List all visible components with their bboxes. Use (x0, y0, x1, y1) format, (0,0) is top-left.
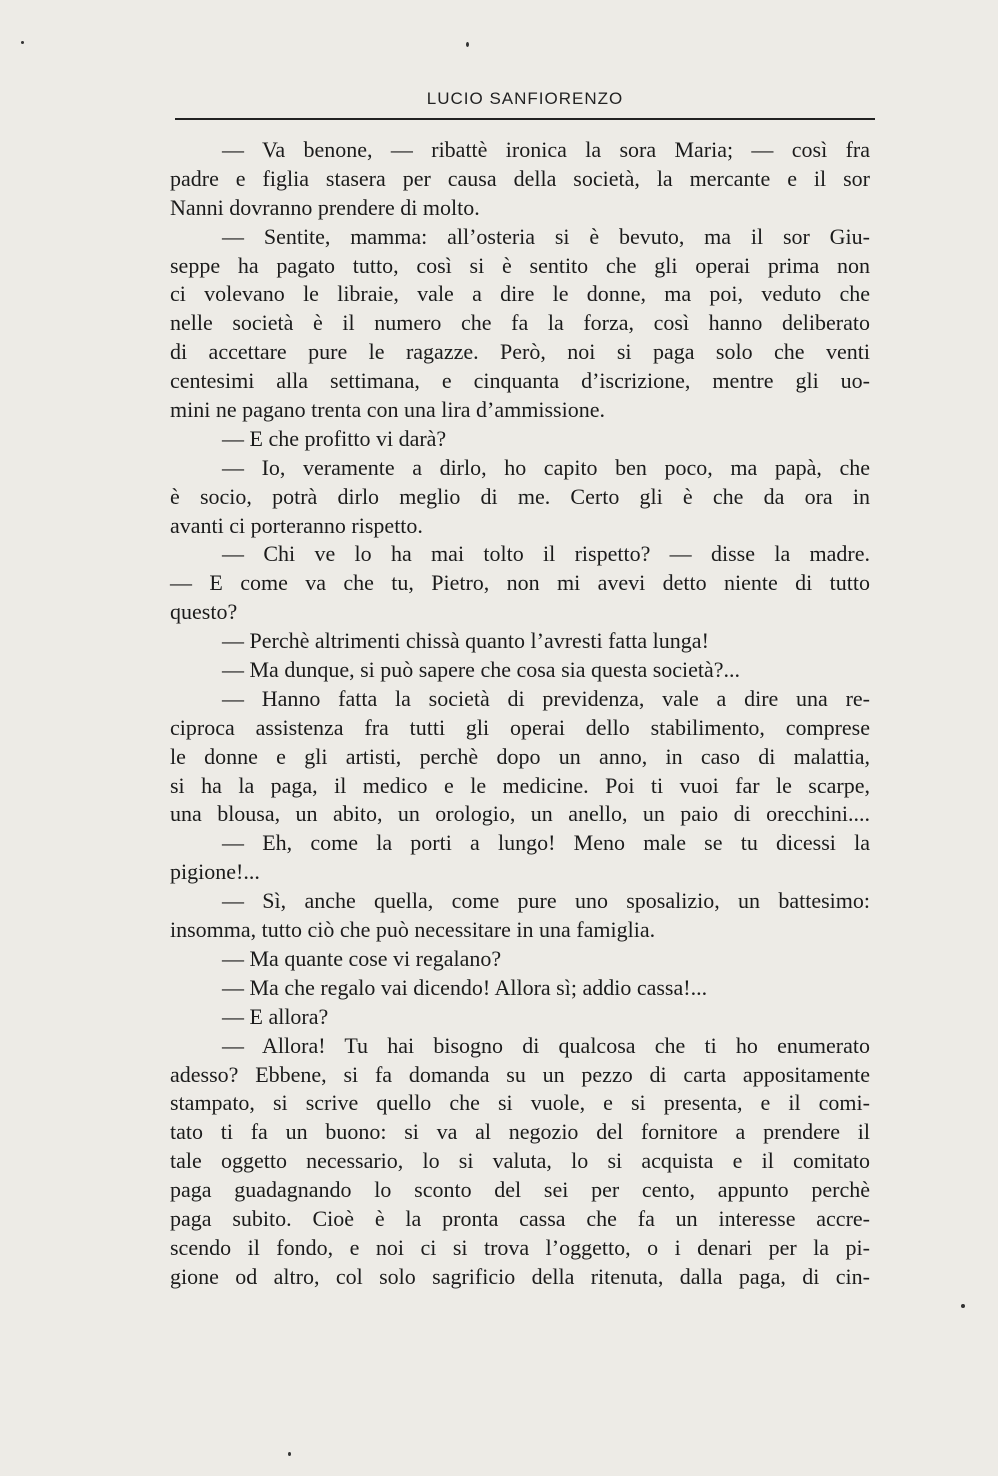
text-line: stampato, si scrive quello che si vuole, e si presenta, e il comi- (170, 1090, 870, 1116)
text-line: nelle società è il numero che fa la forza, così hanno deliberato (170, 310, 870, 336)
text-line: — E che profitto vi darà? (222, 425, 447, 451)
header-rule (175, 118, 875, 120)
text-line: — Perchè altrimenti chissà quanto l’avresti fatta lunga! (222, 628, 709, 654)
text-line: — Sentite, mamma: all’osteria si è bevuto, ma il sor Giu- (222, 223, 870, 249)
text-line: — Ma dunque, si può sapere che cosa sia questa società?... (222, 657, 741, 683)
text-line: tato ti fa un buono: si va al negozio del fornitore a prendere il (170, 1119, 870, 1145)
text-line: questo? (170, 599, 238, 625)
print-speck (21, 41, 24, 44)
print-speck (466, 42, 469, 47)
text-line: si ha la paga, il medico e le medicine. Poi ti vuoi far le scarpe, (170, 772, 870, 798)
body-text (170, 136, 870, 1292)
text-line: adesso? Ebbene, si fa domanda su un pezzo di carta appositamente (170, 1061, 870, 1087)
text-line: mini ne pagano trenta con una lira d’ammissione. (170, 397, 605, 423)
text-line: — Hanno fatta la società di previdenza, vale a dire una re- (222, 685, 870, 711)
text-line: le donne e gli artisti, perchè dopo un anno, in caso di malattia, (170, 743, 870, 769)
text-line: tale oggetto necessario, lo si valuta, lo si acquista e il comitato (170, 1148, 870, 1174)
text-line: ci volevano le libraie, vale a dire le donne, ma poi, veduto che (170, 281, 870, 307)
text-line: paga guadagnando lo sconto del sei per cento, appunto perchè (170, 1177, 870, 1203)
text-line: ciproca assistenza fra tutti gli operai dello stabilimento, comprese (170, 714, 870, 740)
text-line: avanti ci porteranno rispetto. (170, 512, 423, 538)
text-line: — Ma quante cose vi regalano? (222, 945, 502, 971)
text-line: una blousa, un abito, un orologio, un anello, un paio di orecchini.... (170, 801, 870, 827)
text-line: pigione!... (170, 859, 260, 885)
text-line: — Allora! Tu hai bisogno di qualcosa che ti ho enumerato (222, 1032, 870, 1058)
text-line: — E come va che tu, Pietro, non mi avevi detto niente di tutto (170, 570, 870, 596)
text-line: è socio, potrà dirlo meglio di me. Certo gli è che da ora in (170, 483, 870, 509)
text-line: — Sì, anche quella, come pure uno sposalizio, un battesimo: (222, 888, 870, 914)
text-line: centesimi alla settimana, e cinquanta d’iscrizione, mentre gli uo- (170, 368, 870, 394)
text-line: — Va benone, — ribattè ironica la sora Maria; — così fra (222, 137, 870, 162)
text-line: insomma, tutto ciò che può necessitare in una famiglia. (170, 917, 656, 943)
text-line: — Ma che regalo vai dicendo! Allora sì; addio cassa!... (222, 974, 708, 1000)
text-line: seppe ha pagato tutto, così si è sentito che gli operai prima non (170, 252, 870, 278)
print-speck (961, 1304, 965, 1308)
text-line: gione od altro, col solo sagrificio della ritenuta, dalla paga, di cin- (170, 1263, 870, 1289)
text-line: Nanni dovranno prendere di molto. (170, 194, 480, 220)
text-line: paga subito. Cioè è la pronta cassa che fa un interesse accre- (170, 1205, 870, 1231)
text-line: scendo il fondo, e noi ci si trova l’oggetto, o i denari per la pi- (170, 1234, 870, 1260)
text-line: padre e figlia stasera per causa della società, la mercante e il sor (170, 165, 870, 191)
print-speck (288, 1452, 291, 1456)
text-line: — E allora? (222, 1003, 329, 1029)
text-line: — Io, veramente a dirlo, ho capito ben poco, ma papà, che (222, 454, 870, 480)
text-line: — Eh, come la porti a lungo! Meno male se tu dicessi la (222, 830, 870, 856)
text-line: — Chi ve lo ha mai tolto il rispetto? — disse la madre. (222, 541, 870, 567)
text-line: di accettare pure le ragazze. Però, noi si paga solo che venti (170, 339, 870, 365)
running-head: LUCIO SANFIORENZO (426, 89, 624, 108)
